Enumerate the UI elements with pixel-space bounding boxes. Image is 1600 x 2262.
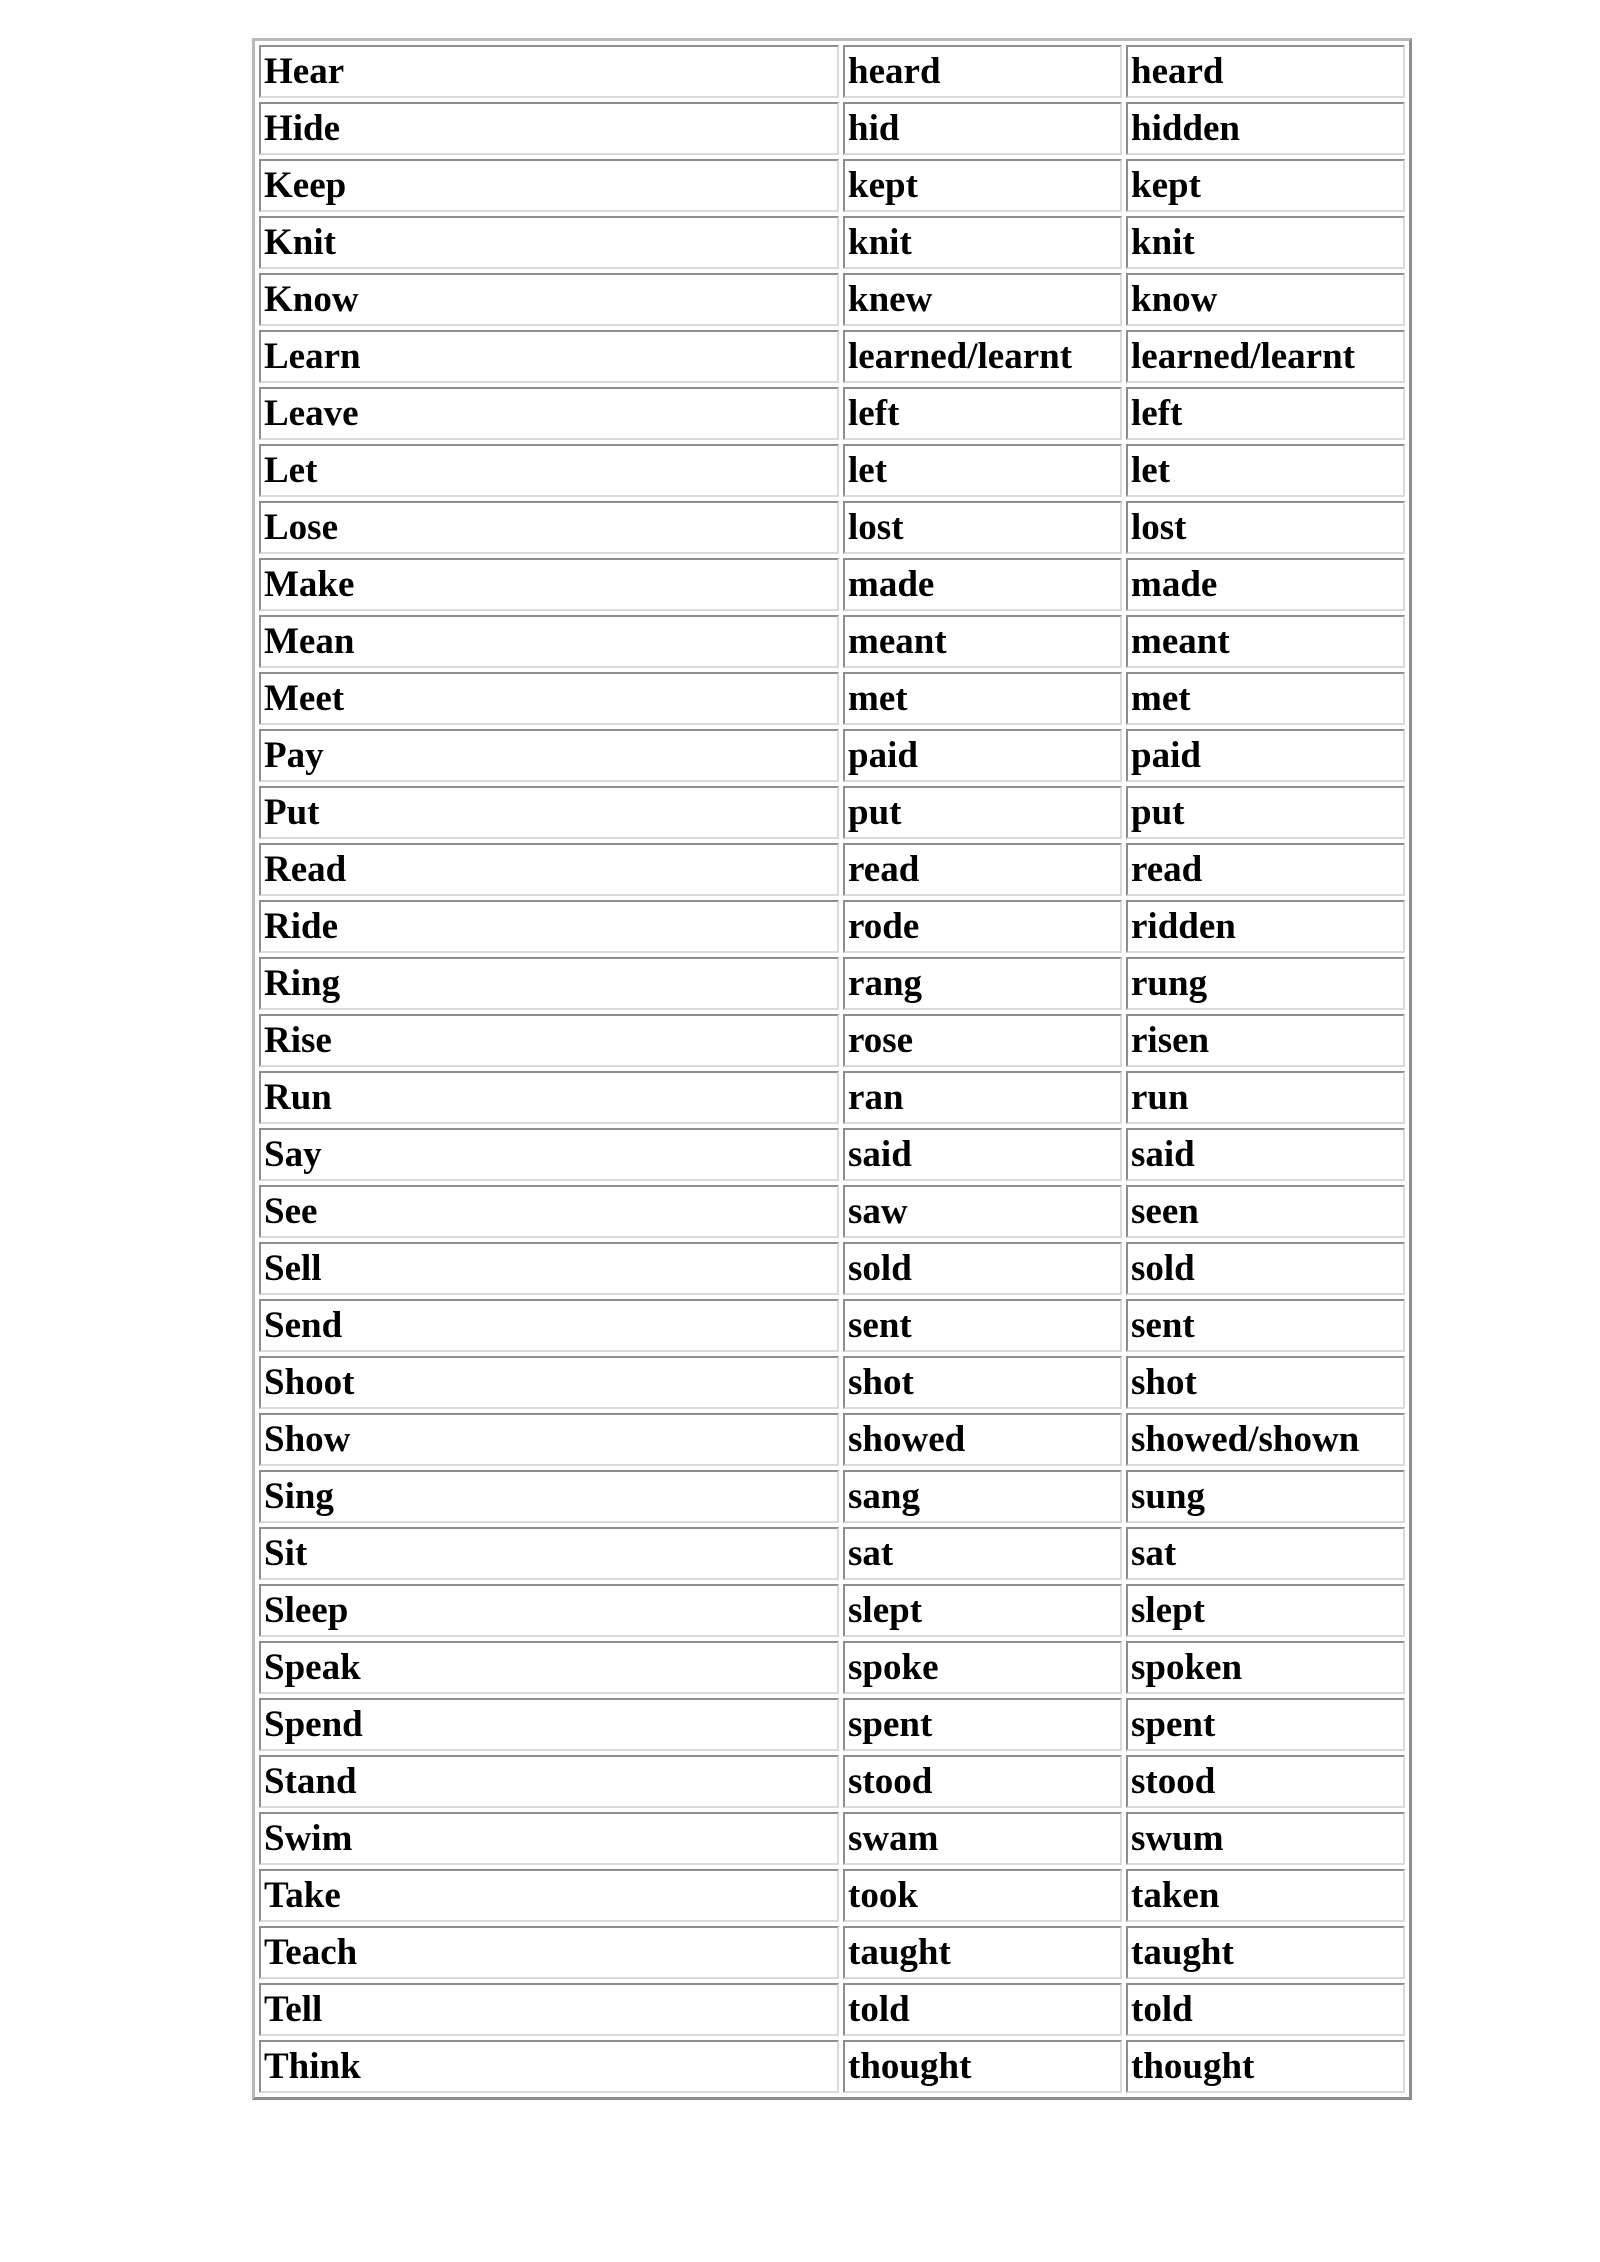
table-row (259, 501, 1405, 554)
past-simple-cell: spent (843, 1698, 1122, 1751)
past-participle-cell: shot (1126, 1356, 1405, 1409)
base-form-cell: Make (259, 558, 839, 611)
table-row (259, 1812, 1405, 1865)
past-participle-cell: seen (1126, 1185, 1405, 1238)
past-participle-cell: taken (1126, 1869, 1405, 1922)
past-simple-cell: rode (843, 900, 1122, 953)
past-simple-cell: sent (843, 1299, 1122, 1352)
past-simple-cell: sold (843, 1242, 1122, 1295)
base-form-cell: See (259, 1185, 839, 1238)
past-participle-cell: sent (1126, 1299, 1405, 1352)
past-participle-cell: said (1126, 1128, 1405, 1181)
table-row (259, 1527, 1405, 1580)
past-simple-cell: stood (843, 1755, 1122, 1808)
past-participle-cell: paid (1126, 729, 1405, 782)
table-row (259, 1470, 1405, 1523)
table-row (259, 159, 1405, 212)
table-row (259, 1014, 1405, 1067)
past-participle-cell: slept (1126, 1584, 1405, 1637)
table-row (259, 900, 1405, 953)
past-participle-cell: heard (1126, 45, 1405, 98)
base-form-cell: Swim (259, 1812, 839, 1865)
past-participle-cell: meant (1126, 615, 1405, 668)
table-row (259, 957, 1405, 1010)
past-simple-cell: knew (843, 273, 1122, 326)
base-form-cell: Show (259, 1413, 839, 1466)
past-simple-cell: meant (843, 615, 1122, 668)
table-row (259, 1299, 1405, 1352)
irregular-verbs-table (252, 38, 1412, 2100)
table-row (259, 786, 1405, 839)
past-participle-cell: knit (1126, 216, 1405, 269)
base-form-cell: Shoot (259, 1356, 839, 1409)
table-row (259, 216, 1405, 269)
base-form-cell: Leave (259, 387, 839, 440)
table-row (259, 1755, 1405, 1808)
base-form-cell: Knit (259, 216, 839, 269)
base-form-cell: Rise (259, 1014, 839, 1067)
table-row (259, 1242, 1405, 1295)
base-form-cell: Say (259, 1128, 839, 1181)
past-participle-cell: met (1126, 672, 1405, 725)
past-simple-cell: met (843, 672, 1122, 725)
past-participle-cell: made (1126, 558, 1405, 611)
past-simple-cell: shot (843, 1356, 1122, 1409)
base-form-cell: Ride (259, 900, 839, 953)
past-simple-cell: told (843, 1983, 1122, 2036)
past-participle-cell: know (1126, 273, 1405, 326)
table-row (259, 1413, 1405, 1466)
base-form-cell: Send (259, 1299, 839, 1352)
base-form-cell: Put (259, 786, 839, 839)
past-participle-cell: rung (1126, 957, 1405, 1010)
table-row (259, 1641, 1405, 1694)
past-simple-cell: put (843, 786, 1122, 839)
past-participle-cell: told (1126, 1983, 1405, 2036)
past-participle-cell: sat (1126, 1527, 1405, 1580)
table-row (259, 1698, 1405, 1751)
table-row (259, 102, 1405, 155)
past-participle-cell: lost (1126, 501, 1405, 554)
base-form-cell: Stand (259, 1755, 839, 1808)
table-row (259, 273, 1405, 326)
base-form-cell: Let (259, 444, 839, 497)
past-simple-cell: lost (843, 501, 1122, 554)
past-simple-cell: learned/learnt (843, 330, 1122, 383)
table-row (259, 1185, 1405, 1238)
past-participle-cell: swum (1126, 1812, 1405, 1865)
past-participle-cell: hidden (1126, 102, 1405, 155)
base-form-cell: Hide (259, 102, 839, 155)
base-form-cell: Learn (259, 330, 839, 383)
past-simple-cell: left (843, 387, 1122, 440)
base-form-cell: Ring (259, 957, 839, 1010)
base-form-cell: Sing (259, 1470, 839, 1523)
base-form-cell: Run (259, 1071, 839, 1124)
past-simple-cell: read (843, 843, 1122, 896)
base-form-cell: Sleep (259, 1584, 839, 1637)
past-participle-cell: put (1126, 786, 1405, 839)
table-row (259, 558, 1405, 611)
table-row (259, 615, 1405, 668)
past-simple-cell: saw (843, 1185, 1122, 1238)
past-simple-cell: sang (843, 1470, 1122, 1523)
past-participle-cell: spent (1126, 1698, 1405, 1751)
past-simple-cell: took (843, 1869, 1122, 1922)
table-row (259, 444, 1405, 497)
table-row (259, 1071, 1405, 1124)
base-form-cell: Speak (259, 1641, 839, 1694)
past-participle-cell: read (1126, 843, 1405, 896)
table-row (259, 1926, 1405, 1979)
table-row (259, 843, 1405, 896)
base-form-cell: Pay (259, 729, 839, 782)
base-form-cell: Spend (259, 1698, 839, 1751)
past-simple-cell: rose (843, 1014, 1122, 1067)
base-form-cell: Know (259, 273, 839, 326)
past-participle-cell: risen (1126, 1014, 1405, 1067)
table-row (259, 330, 1405, 383)
past-simple-cell: hid (843, 102, 1122, 155)
past-simple-cell: rang (843, 957, 1122, 1010)
table-row (259, 672, 1405, 725)
past-participle-cell: ridden (1126, 900, 1405, 953)
base-form-cell: Tell (259, 1983, 839, 2036)
past-simple-cell: said (843, 1128, 1122, 1181)
verb-table-container (252, 38, 1412, 2100)
past-participle-cell: kept (1126, 159, 1405, 212)
past-participle-cell: let (1126, 444, 1405, 497)
past-participle-cell: thought (1126, 2040, 1405, 2093)
past-participle-cell: taught (1126, 1926, 1405, 1979)
past-simple-cell: swam (843, 1812, 1122, 1865)
past-participle-cell: showed/shown (1126, 1413, 1405, 1466)
past-simple-cell: thought (843, 2040, 1122, 2093)
past-participle-cell: spoken (1126, 1641, 1405, 1694)
past-simple-cell: heard (843, 45, 1122, 98)
base-form-cell: Meet (259, 672, 839, 725)
table-row (259, 1983, 1405, 2036)
past-participle-cell: sold (1126, 1242, 1405, 1295)
base-form-cell: Sit (259, 1527, 839, 1580)
past-simple-cell: kept (843, 159, 1122, 212)
base-form-cell: Read (259, 843, 839, 896)
verb-table-body (259, 45, 1405, 2093)
base-form-cell: Take (259, 1869, 839, 1922)
past-participle-cell: learned/learnt (1126, 330, 1405, 383)
past-simple-cell: taught (843, 1926, 1122, 1979)
base-form-cell: Think (259, 2040, 839, 2093)
past-participle-cell: run (1126, 1071, 1405, 1124)
past-simple-cell: let (843, 444, 1122, 497)
past-simple-cell: slept (843, 1584, 1122, 1637)
base-form-cell: Mean (259, 615, 839, 668)
base-form-cell: Hear (259, 45, 839, 98)
base-form-cell: Lose (259, 501, 839, 554)
table-row (259, 1869, 1405, 1922)
base-form-cell: Sell (259, 1242, 839, 1295)
table-row (259, 387, 1405, 440)
past-participle-cell: sung (1126, 1470, 1405, 1523)
base-form-cell: Teach (259, 1926, 839, 1979)
table-row (259, 45, 1405, 98)
past-simple-cell: sat (843, 1527, 1122, 1580)
table-row (259, 1356, 1405, 1409)
past-simple-cell: spoke (843, 1641, 1122, 1694)
past-simple-cell: showed (843, 1413, 1122, 1466)
past-simple-cell: knit (843, 216, 1122, 269)
past-participle-cell: stood (1126, 1755, 1405, 1808)
table-row (259, 2040, 1405, 2093)
table-row (259, 729, 1405, 782)
past-simple-cell: ran (843, 1071, 1122, 1124)
past-simple-cell: paid (843, 729, 1122, 782)
past-simple-cell: made (843, 558, 1122, 611)
past-participle-cell: left (1126, 387, 1405, 440)
base-form-cell: Keep (259, 159, 839, 212)
table-row (259, 1584, 1405, 1637)
table-row (259, 1128, 1405, 1181)
